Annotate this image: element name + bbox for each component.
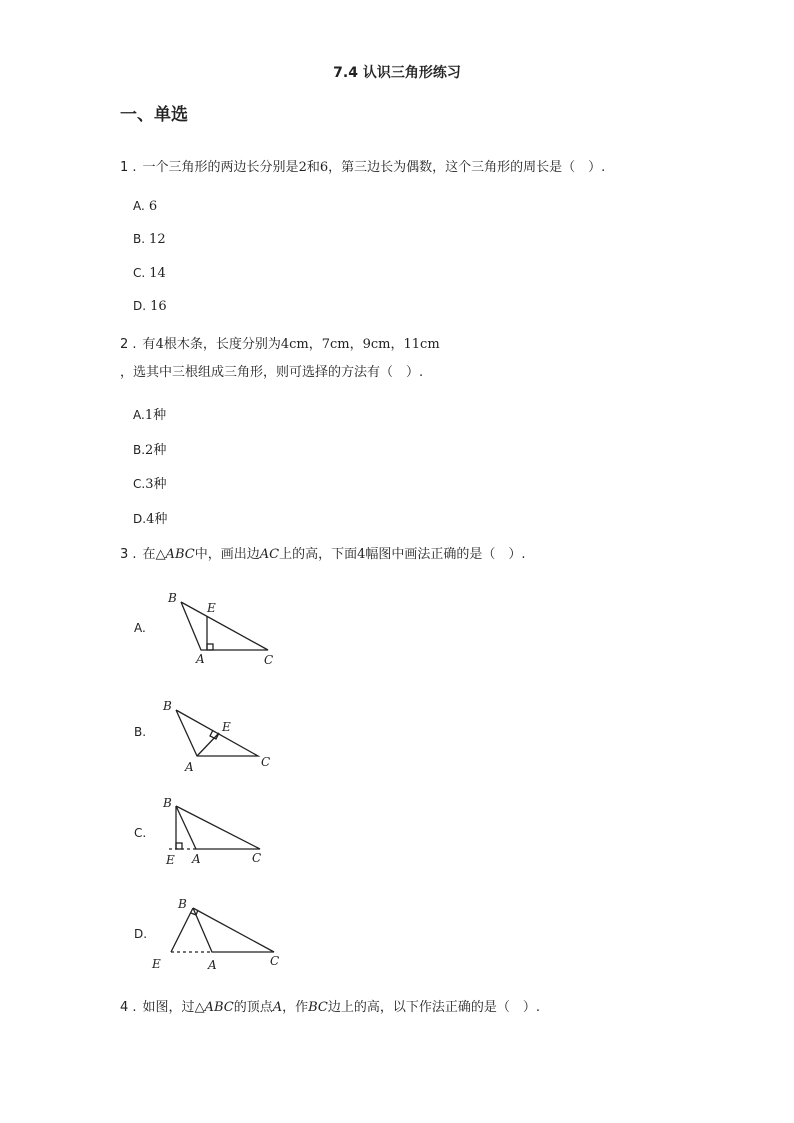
math-value: BC	[308, 1000, 328, 1015]
page-title: 7.4 认识三角形练习	[333, 65, 461, 81]
question-number: 3 .	[120, 547, 137, 562]
option-c	[133, 473, 167, 492]
question-1	[120, 156, 605, 175]
vertex-label-e: E	[222, 720, 231, 734]
triangle-figure-d	[145, 893, 285, 977]
option-d: D.	[134, 927, 148, 941]
math-value: 4	[357, 547, 366, 562]
option-letter: C.	[133, 266, 146, 280]
question-text: 中，画出边	[194, 547, 260, 562]
option-letter: A.	[133, 408, 145, 422]
option-a: A.	[134, 621, 146, 635]
question-text: 边上的高，以下作法正确的是（ ）.	[327, 1000, 541, 1015]
question-3	[120, 543, 526, 562]
vertex-label-c: C	[252, 851, 262, 865]
question-2	[120, 333, 440, 352]
vertex-label-b: B	[163, 796, 172, 810]
altitude-line	[197, 733, 219, 756]
math-value: △ABC	[194, 1000, 234, 1015]
option-letter: A.	[133, 199, 145, 213]
question-text: 的顶点	[233, 1000, 273, 1015]
question-text: 一个三角形的两边长分别是	[142, 160, 299, 175]
question-number: 2 .	[120, 337, 137, 352]
question-text: 幅图中画法正确的是（ ）.	[365, 547, 526, 562]
option-unit: 种	[153, 408, 167, 423]
question-text: 根木条，长度分别为	[163, 337, 281, 352]
question-number: 1 .	[120, 160, 137, 175]
question-text: 有	[142, 337, 156, 352]
option-b: B.	[134, 725, 147, 739]
section-heading: 一、单选	[120, 105, 188, 125]
question-2-line-2: ，选其中三根组成三角形，则可选择的方法有（ ）.	[120, 365, 424, 380]
vertex-label-e: E	[152, 957, 161, 971]
question-text: ，第三边长为偶数，这个三角形的周长是（ ）.	[328, 160, 606, 175]
vertex-label-c: C	[261, 755, 271, 769]
option-letter: D.	[133, 512, 147, 526]
vertex-label-c: C	[270, 954, 280, 968]
right-angle-mark	[207, 644, 213, 650]
option-value: 14	[149, 266, 166, 281]
option-b	[133, 439, 166, 458]
vertex-label-b: B	[178, 897, 187, 911]
math-value: △ABC	[155, 547, 195, 562]
vertex-label-a: A	[196, 652, 205, 666]
option-value: 2	[145, 443, 154, 458]
math-value: 6	[319, 160, 329, 175]
math-value: AC	[259, 547, 280, 562]
question-text: 上的高，下面	[279, 547, 358, 562]
question-text: ，作	[282, 1000, 309, 1015]
option-value: 1	[144, 408, 154, 423]
altitude-line	[171, 908, 193, 952]
question-text: 在	[142, 547, 156, 562]
right-angle-mark	[176, 843, 182, 849]
option-c: C.	[134, 826, 147, 840]
option-unit: 种	[153, 477, 167, 492]
option-d	[133, 299, 167, 314]
triangle-outline	[193, 908, 274, 952]
option-letter: B.	[133, 443, 146, 457]
option-d	[133, 508, 167, 527]
triangle-outline	[176, 710, 258, 756]
vertex-label-a: A	[185, 760, 194, 774]
option-value: 4	[146, 512, 155, 527]
option-letter: C.	[133, 477, 146, 491]
vertex-label-a: A	[192, 852, 201, 866]
math-value: 2	[298, 160, 307, 175]
vertex-label-b: B	[163, 699, 172, 713]
triangle-figure-a	[160, 586, 280, 670]
math-value: 4	[155, 337, 164, 352]
vertex-label-a: A	[208, 958, 217, 972]
math-value: A	[272, 1000, 283, 1015]
vertex-label-b: B	[168, 591, 177, 605]
option-a	[133, 199, 157, 214]
math-value: 4cm，7cm，9cm，11cm	[280, 337, 440, 352]
vertex-label-e: E	[207, 601, 216, 615]
option-letter: B.	[133, 232, 146, 246]
question-4	[120, 996, 540, 1015]
triangle-outline	[181, 602, 268, 650]
vertex-label-c: C	[264, 653, 274, 667]
triangle-figure-b	[160, 693, 280, 777]
option-letter: D.	[133, 299, 147, 313]
option-b	[133, 232, 166, 247]
question-text: 和	[306, 160, 320, 175]
vertex-label-e: E	[166, 853, 175, 867]
triangle-figure-c	[160, 793, 280, 877]
option-value: 3	[145, 477, 154, 492]
option-value: 12	[149, 232, 166, 247]
option-a	[133, 404, 166, 423]
option-unit: 种	[154, 512, 168, 527]
question-text: 如图，过	[142, 1000, 195, 1015]
option-value: 16	[150, 299, 167, 314]
option-value: 6	[148, 199, 158, 214]
option-unit: 种	[153, 443, 167, 458]
question-number: 4 .	[120, 1000, 137, 1015]
triangle-outline	[176, 806, 260, 849]
option-c	[133, 266, 166, 281]
